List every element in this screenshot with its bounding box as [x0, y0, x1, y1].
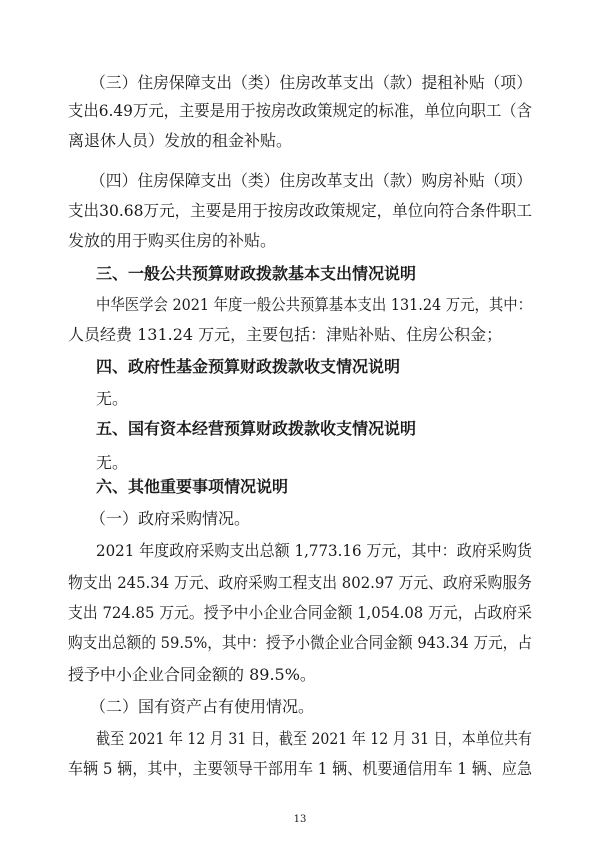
text-line: 购支出总额的 59.5%，其中：授予小微企业合同金额 943.34 万元，占	[68, 633, 533, 652]
text-line: （二）国有资产占有使用情况。	[90, 697, 315, 716]
text-line: 离退休人员）发放的租金补贴。	[68, 131, 293, 150]
text-line: 支出6.49万元，主要是用于按房改政策规定的标准，单位向职工（含	[68, 101, 533, 120]
text-line: （一）政府采购情况。	[90, 509, 251, 528]
text-line: 2021 年度政府采购支出总额 1,773.16 万元，其中：政府采购货	[96, 541, 532, 560]
text-line: （四）住房保障支出（类）住房改革支出（款）购房补贴（项）	[90, 171, 533, 190]
heading-text: 四、政府性基金预算财政拨款收支情况说明	[96, 357, 401, 376]
text-line: （三）住房保障支出（类）住房改革支出（款）提租补贴（项）	[90, 73, 533, 92]
heading-text: 三、一般公共预算财政拨款基本支出情况说明	[96, 264, 417, 283]
text-line: 发放的用于购买住房的补贴。	[68, 231, 277, 250]
text-line: 无。	[96, 453, 129, 472]
text-line: 人员经费 131.24 万元，主要包括：津贴补贴、住房公积金；	[68, 325, 503, 344]
text-line: 支出 724.85 万元。授予中小企业合同金额 1,054.08 万元，占政府采	[68, 603, 533, 622]
text-line: 车辆 5 辆，其中，主要领导干部用车 1 辆、机要通信用车 1 辆、应急	[68, 759, 533, 778]
page-number: 13	[293, 814, 307, 825]
text-line: 物支出 245.34 万元、政府采购工程支出 802.97 万元、政府采购服务	[68, 573, 533, 592]
text-line: 授予中小企业合同金额的 89.5%。	[68, 665, 316, 684]
text-line: 中华医学会 2021 年度一般公共预算基本支出 131.24 万元，其中：	[96, 295, 533, 314]
heading-text: 五、国有资本经营预算财政拨款收支情况说明	[96, 419, 417, 438]
heading-text: 六、其他重要事项情况说明	[96, 477, 289, 496]
text-line: 支出30.68万元，主要是用于按房改政策规定，单位向符合条件职工	[68, 201, 533, 220]
text-line: 截至 2021 年 12 月 31 日，截至 2021 年 12 月 31 日，本单位共有	[96, 729, 533, 748]
text-line: 无。	[96, 389, 129, 408]
